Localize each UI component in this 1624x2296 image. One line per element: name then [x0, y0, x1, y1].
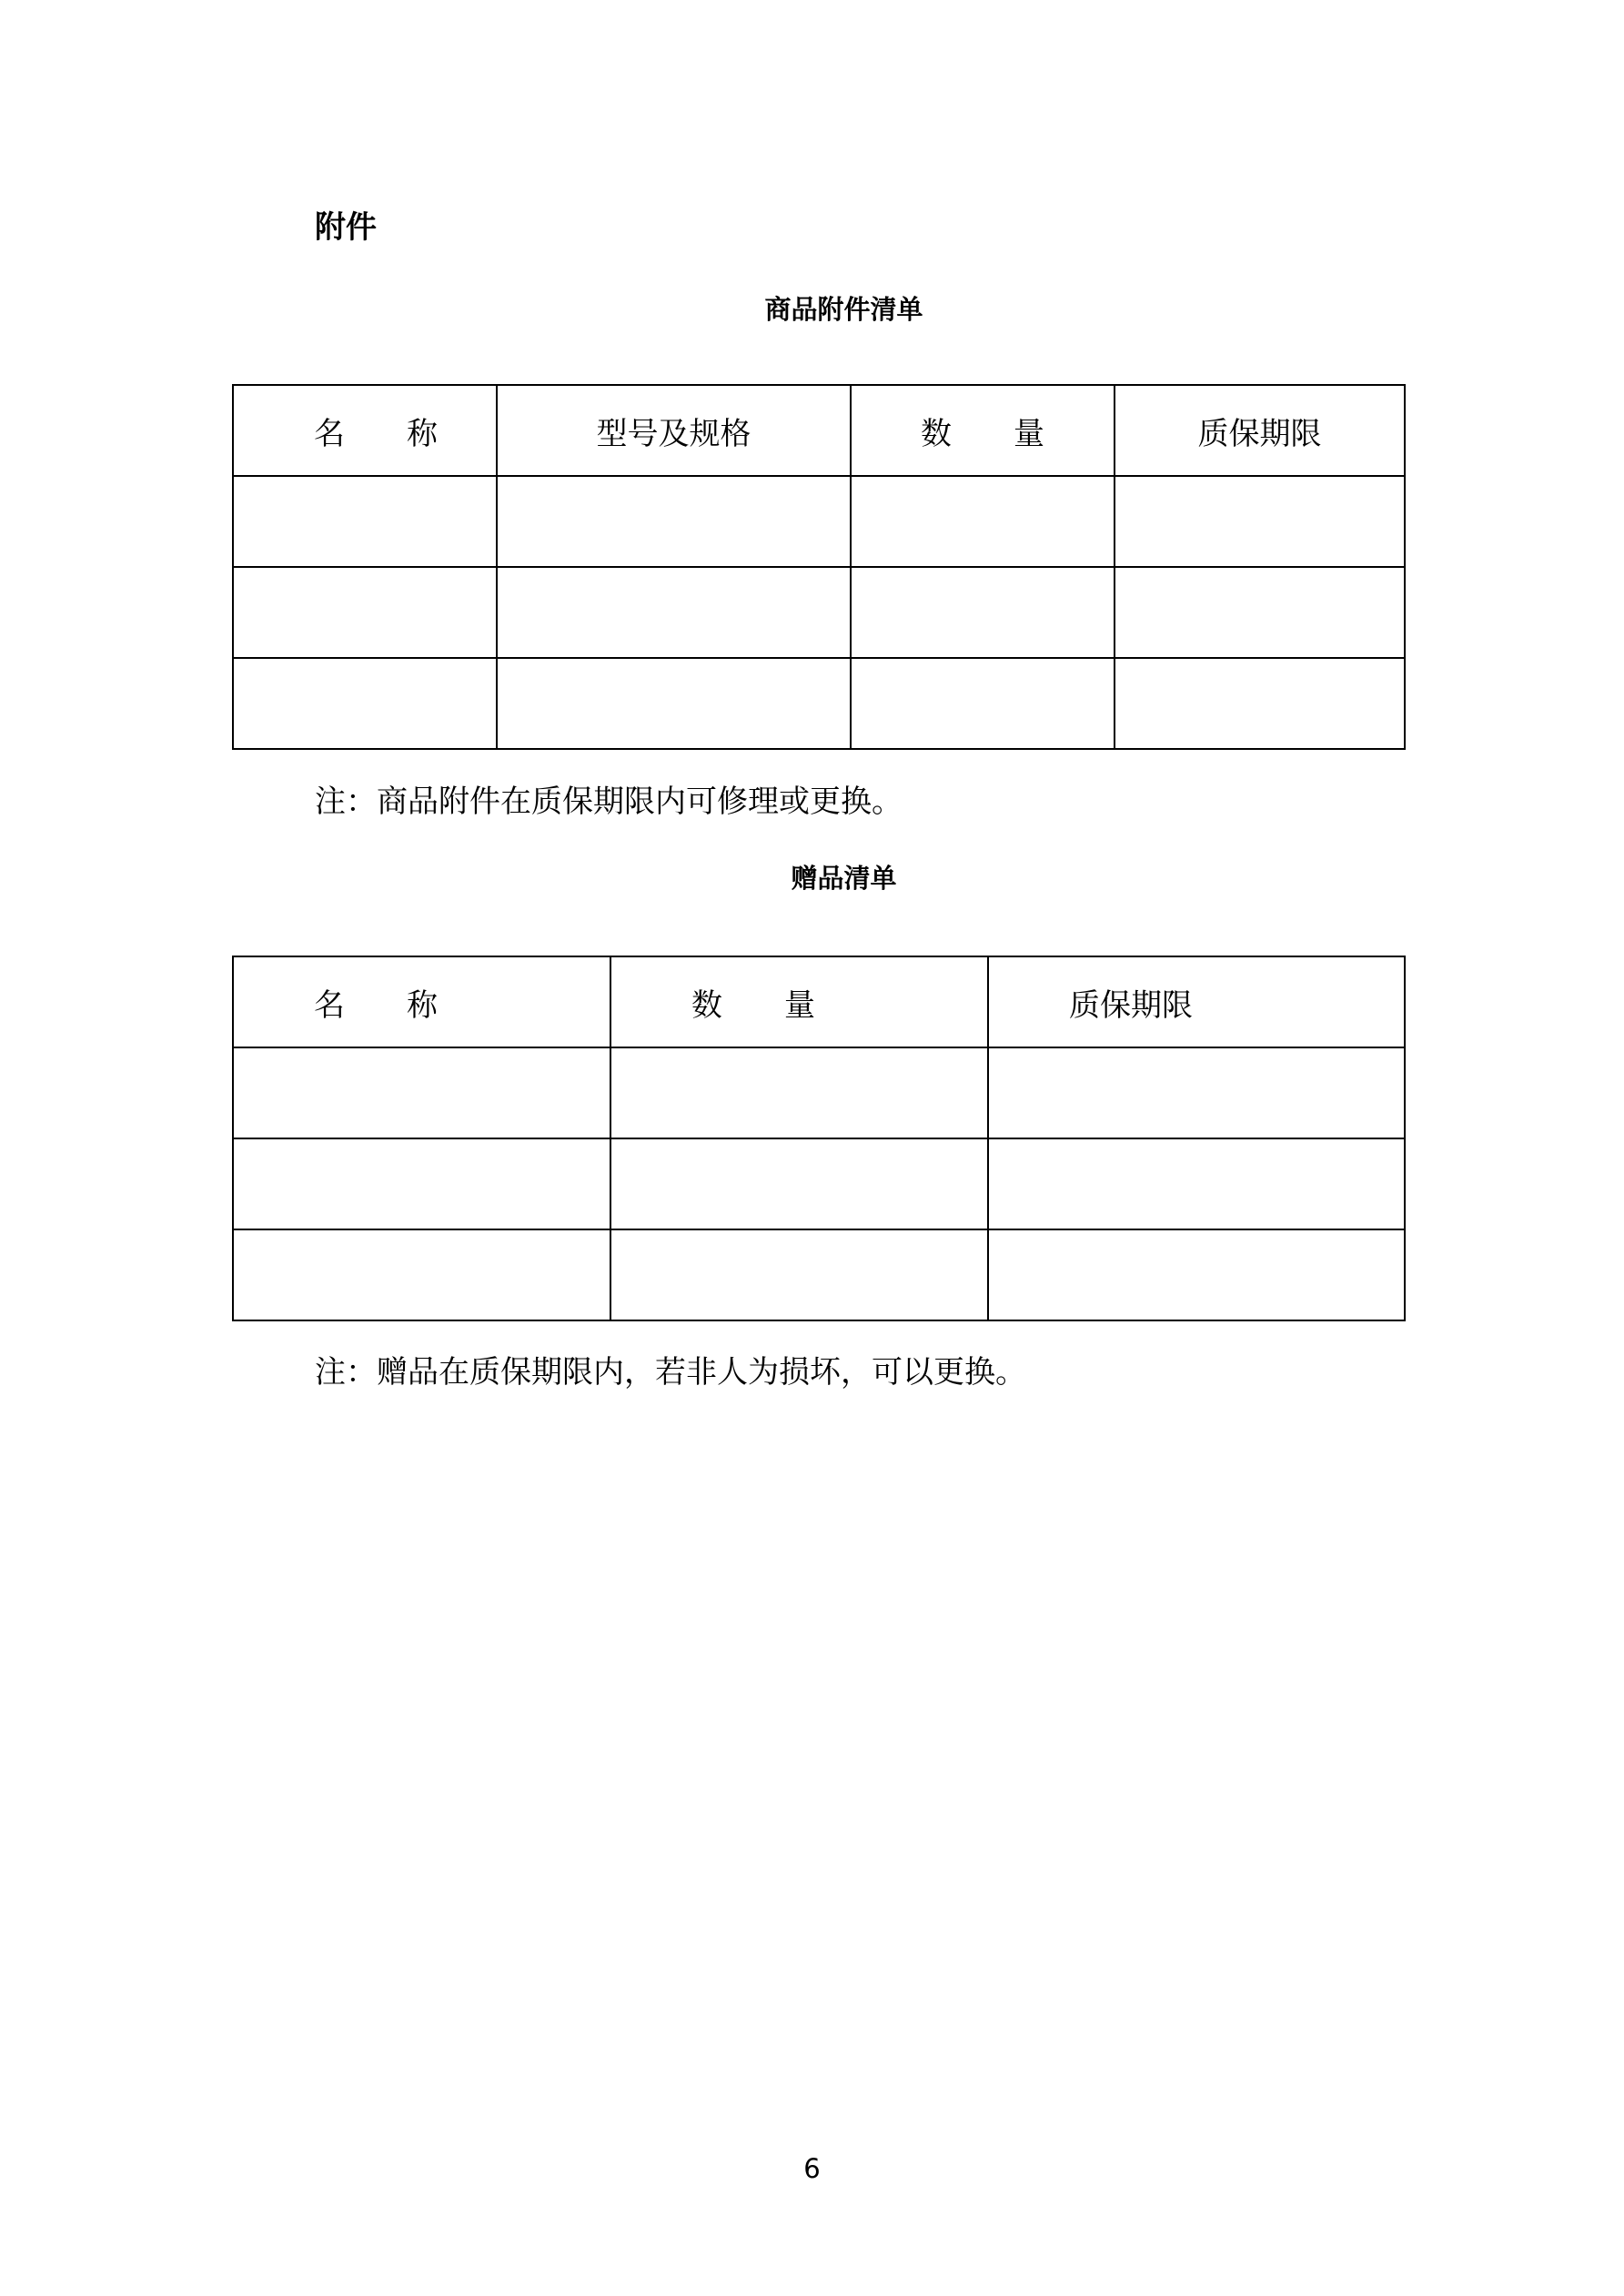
- table-cell[interactable]: [497, 567, 851, 658]
- table-cell[interactable]: [1115, 658, 1405, 749]
- gift-list-table: [232, 956, 1406, 1321]
- column-header-quantity: 数 量: [851, 385, 1115, 476]
- table-cell[interactable]: [988, 1229, 1405, 1320]
- table-cell[interactable]: [1115, 567, 1405, 658]
- table-row: [233, 476, 1405, 567]
- table-cell[interactable]: [233, 1047, 610, 1138]
- table-cell[interactable]: [610, 1047, 988, 1138]
- table-cell[interactable]: [851, 658, 1115, 749]
- column-header-warranty: 质保期限: [988, 956, 1405, 1047]
- gift-list-title: 赠品清单: [791, 863, 897, 894]
- page-heading: 附件: [315, 209, 377, 246]
- table-cell[interactable]: [851, 476, 1115, 567]
- table-cell[interactable]: [233, 567, 497, 658]
- table-cell[interactable]: [610, 1138, 988, 1229]
- table-cell[interactable]: [233, 1229, 610, 1320]
- column-header-name: 名 称: [233, 385, 497, 476]
- table-cell[interactable]: [988, 1138, 1405, 1229]
- table-cell[interactable]: [233, 476, 497, 567]
- column-header-model-spec: 型号及规格: [497, 385, 851, 476]
- accessory-list-title: 商品附件清单: [764, 294, 923, 325]
- table-cell[interactable]: [1115, 476, 1405, 567]
- table-header-row: [233, 385, 1405, 476]
- column-header-quantity: 数 量: [610, 956, 988, 1047]
- table-cell[interactable]: [497, 476, 851, 567]
- table-row: [233, 1047, 1405, 1138]
- table-row: [233, 658, 1405, 749]
- table-cell[interactable]: [497, 658, 851, 749]
- table-cell[interactable]: [851, 567, 1115, 658]
- table-header-row: [233, 956, 1405, 1047]
- page-number: 6: [803, 2153, 821, 2184]
- table-cell[interactable]: [610, 1229, 988, 1320]
- table-cell[interactable]: [233, 658, 497, 749]
- table-row: [233, 1138, 1405, 1229]
- table-cell[interactable]: [233, 1138, 610, 1229]
- table-cell[interactable]: [988, 1047, 1405, 1138]
- column-header-warranty: 质保期限: [1115, 385, 1405, 476]
- table-row: [233, 567, 1405, 658]
- table-row: [233, 1229, 1405, 1320]
- gift-note: 注：赠品在质保期限内，若非人为损坏，可以更换。: [315, 1354, 1026, 1391]
- accessory-list-table: [232, 384, 1406, 750]
- column-header-name: 名 称: [233, 956, 610, 1047]
- accessory-note: 注：商品附件在质保期限内可修理或更换。: [315, 784, 903, 820]
